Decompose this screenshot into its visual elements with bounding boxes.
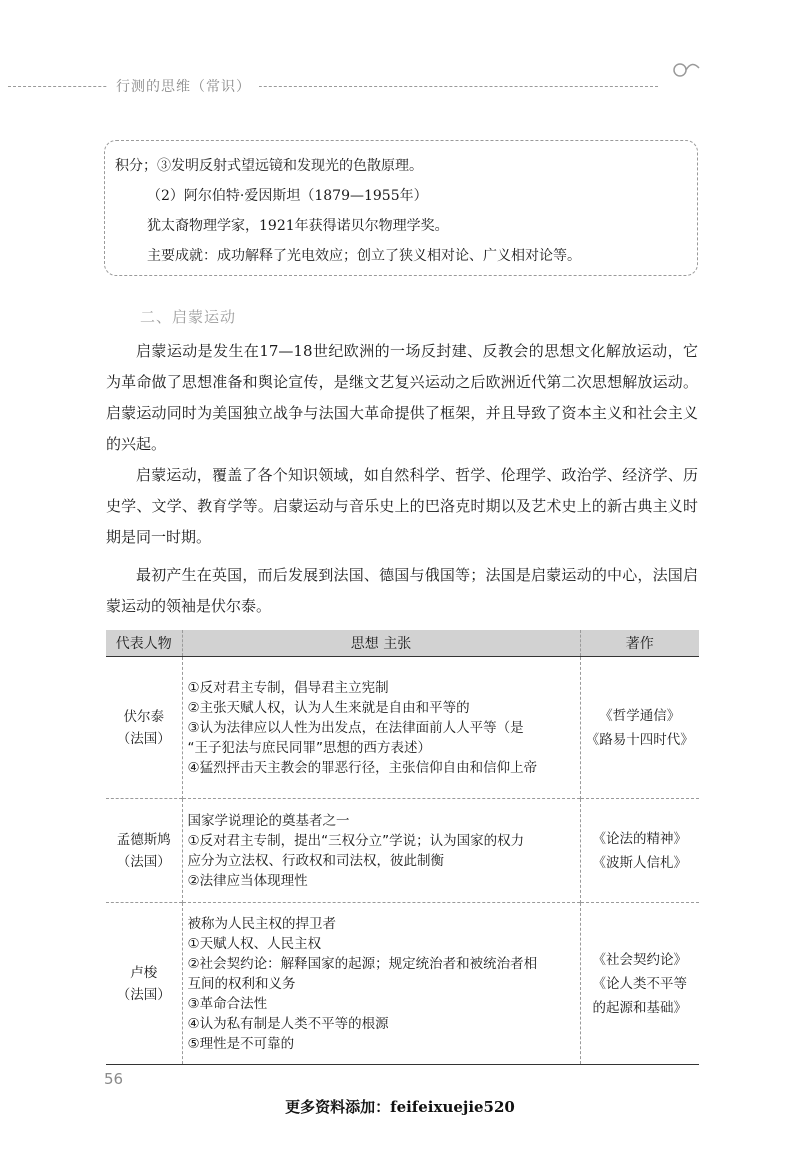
works-cell <box>580 903 699 1065</box>
note-line: （2）阿尔伯特·爱因斯坦（1879—1955年） <box>147 188 428 204</box>
work-title: 《哲学通信》 <box>599 707 681 724</box>
ideas-cell <box>182 799 580 903</box>
work-title: 《论人类不平等 <box>592 975 687 992</box>
person-name: 卢梭 <box>130 964 158 981</box>
idea-line: ①天赋人权、人民主权 <box>187 935 322 952</box>
header-ornament-icon <box>672 58 702 80</box>
idea-line: ①反对君主专制，倡导君主立宪制 <box>187 679 389 696</box>
idea-line: ②法律应当体现理性 <box>187 872 308 889</box>
idea-line: ⑤理性是不可靠的 <box>187 1035 295 1052</box>
work-title: 《论法的精神》 <box>592 830 687 847</box>
work-title: 《波斯人信札》 <box>592 854 687 871</box>
person-country: （法国） <box>116 730 171 747</box>
idea-line: ④猛烈抨击天主教会的罪恶行径，主张信仰自由和信仰上帝 <box>187 759 538 776</box>
table-row <box>106 799 699 903</box>
body-paragraph: 启蒙运动，覆盖了各个知识领域，如自然科学、哲学、伦理学、政治学、经济学、历史学、文学、教育学等。启蒙运动与音乐史上的巴洛克时期以及艺术史上的新古典主义时期是同一时期。 <box>106 466 698 546</box>
running-header: 行测的思维（常识） <box>108 76 259 96</box>
ideas-cell <box>182 903 580 1065</box>
person-name: 伏尔泰 <box>123 708 164 725</box>
idea-line: ①反对君主专制，提出“三权分立”学说；认为国家的权力 <box>187 832 525 849</box>
note-line: 主要成就：成功解释了光电效应；创立了狭义相对论、广义相对论等。 <box>147 248 581 264</box>
body-paragraph: 最初产生在英国，而后发展到法国、德国与俄国等；法国是启蒙运动的中心，法国启蒙运动的领袖是伏尔泰。 <box>106 566 698 615</box>
table-row <box>106 903 699 1065</box>
table-header-row <box>106 630 699 657</box>
enlightenment-figures-table <box>106 630 699 1065</box>
works-cell <box>580 799 699 903</box>
header-rule <box>8 86 658 87</box>
note-line: 积分；③发明反射式望远镜和发现光的色散原理。 <box>115 158 423 174</box>
idea-line: ③革命合法性 <box>187 995 268 1012</box>
header-ideas: 思想 主张 <box>182 630 580 657</box>
person-country: （法国） <box>116 986 171 1003</box>
idea-line: 互间的权利和义务 <box>187 975 296 992</box>
idea-line: ②社会契约论：解释国家的起源；规定统治者和被统治者相 <box>187 955 538 972</box>
note-box <box>104 140 698 276</box>
header-works: 著作 <box>580 630 699 657</box>
footer-note: 更多资料添加：feifeixuejie520 <box>285 1098 515 1116</box>
idea-line: ②主张天赋人权，认为人生来就是自由和平等的 <box>187 699 470 716</box>
page-number: 56 <box>104 1070 124 1088</box>
work-title: 《社会契约论》 <box>592 951 687 968</box>
works-cell <box>580 657 699 799</box>
person-country: （法国） <box>116 853 171 870</box>
person-cell <box>106 903 182 1065</box>
idea-line: “王子犯法与庶民同罪”思想的西方表述） <box>187 739 431 756</box>
ideas-cell <box>182 657 580 799</box>
person-cell <box>106 799 182 903</box>
person-name: 孟德斯鸠 <box>116 831 171 848</box>
person-cell <box>106 657 182 799</box>
header-representative: 代表人物 <box>106 630 182 657</box>
note-line: 犹太裔物理学家，1921年获得诺贝尔物理学奖。 <box>147 218 449 234</box>
idea-line: 应分为立法权、行政权和司法权，彼此制衡 <box>187 852 444 869</box>
body-paragraph: 启蒙运动是发生在17—18世纪欧洲的一场反封建、反教会的思想文化解放运动，它为革命做了思想准备和舆论宣传，是继文艺复兴运动之后欧洲近代第二次思想解放运动。启蒙运动同时为美国独立战争与法国大革命提供了框架，并且导致了资本主义和社会主义的兴起。 <box>106 342 698 453</box>
idea-line: ④认为私有制是人类不平等的根源 <box>187 1015 389 1032</box>
idea-line: ③认为法律应以人性为出发点，在法律面前人人平等（是 <box>187 719 524 736</box>
idea-line: 被称为人民主权的捍卫者 <box>187 915 336 932</box>
table-row <box>106 657 699 799</box>
section-heading: 二、启蒙运动 <box>140 308 237 326</box>
work-title: 《路易十四时代》 <box>585 731 694 748</box>
work-title: 的起源和基础》 <box>592 999 687 1016</box>
idea-line: 国家学说理论的奠基者之一 <box>187 812 350 829</box>
